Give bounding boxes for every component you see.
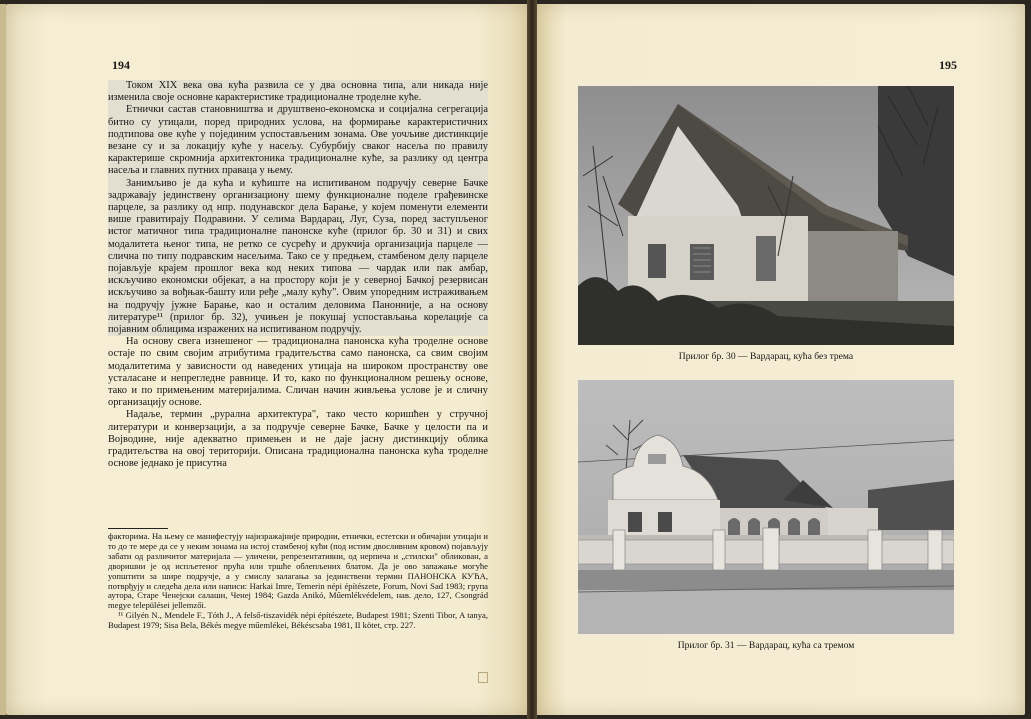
paragraph: На основу свега изнешеног — традиционална панонска кућа троделне основе остаје по свим својим атрибутима градитељства само панонска, са свим својим модалитетима у зависности од наведених утицаја на широком пространству ове усталасане и непрегледне равнице. И то, како по функционалном решењу основе, тако и по примењеним материјалима. Сличан начин живљења услове је и сличну организацију основе. — [108, 336, 488, 409]
paragraph: Занимљиво је да кућа и кућиште на испитиваном подручју северне Бачке задржавају јединствену организациону шему функционалне поделе грађевинске парцеле, за разлику од нпр. подунавског дела Барање, у којем поменути елементи више гравитирају Подравини. У селима Вардарац, Луг, Суза, поред заступљеног истог матичног типа традиционалне панонске куће (прилог бр. 30 и 31) и свих модалитета њеног типа, не ретко се сусрећу и друкчија организација парцеле — слична по типу подравским насељима. Тако се у предњем, стамбеном делу парцеле појављује крајем прошлог века код неких типова — чардак или пак амбар, искључиво економски објекат, а на простору који је у северној Бачкој резервисан искључиво за вођњак-башту или ређе „малу кућу". Овим упоредним истраживањем на подручју јужне Барање, као и осталим деловима Панонније, а на основу литературе¹¹ (прилог бр. 32), учињен је покушај успостављања корелације са појавним облицима изражених на испитиваном подручју. — [108, 177, 488, 336]
photo-house-with-porch — [578, 380, 954, 634]
page-number-left: 194 — [112, 58, 130, 72]
figure-caption: Прилог бр. 30 — Вардарац, кућа без трема — [678, 351, 854, 362]
body-text — [108, 80, 488, 471]
footnote-rule — [108, 528, 168, 529]
page-number-right: 195 — [939, 58, 957, 72]
footnote: ¹¹ Gilyén N., Mendele F., Tóth J., A felső-tiszavidék népi építészete, Budapest 1981; Szenti Tibor, A tanya, Budapest 1979; Sisa Bela, Békés megye műemlékei, Békéscsaba 1981, II kötet, стр. 227. — [108, 610, 488, 631]
paragraph: Етнички састав становништва и друштвено-економска и социјална сегрегација битно су утицали, поред природних услова, на формирање карактеристичних подтипова ове куће у појединим успостављеним зонама. Ове уочљиве дистинкције везане су и за локацију куће у насељу. Субурбију сваког насеља по правилу карактерише скромнија архитектоника традиционалне куће, за разлику од центра насеља и главних путних праваца у њему. — [108, 104, 488, 177]
paragraph: Надаље, термин „рурална архитектура", тако често коришћен у стручној литератури и конверзацији, а за подручје северне Бачке, Бачке у целости па и Војводине, није адекватно примењен и не даје јасну дистинкцију облика градитељства на овој територији. Описана традиционална панонска кућа троделне основе једнако је присутна — [108, 409, 488, 470]
figure-caption: Прилог бр. 31 — Вардарац, кућа са тремом — [677, 640, 855, 651]
library-stamp-mark — [478, 672, 488, 683]
footnotes — [108, 532, 488, 631]
footnote: факторима. На њему се манифестују најизражајније природни, етнички, естетски и обичајни утицаји и то до те мере да се у неким зонама на истој стамбеној кући (под истим двосливним кровом) појављују забати од различитог материјала — уличени, репрезентативни, од нерпича и „стилски" обликован, а дворишни је од испљетеног прућа или тршће облепљених блатом. Да је ово запажање могуће уопштити за шире подручје, а у смислу залагања за јединствени термин ПАНОНСКА КУЋА, потврђују и следећа дела или написи: Harkai Imre, Temerin népi építészete, Forum, Novi Sad 1983; група аутора, Старе Ченејски салаши, Ченеј 1984; Gazda Anikó, Műemlékvédelem, нав. дело, 127, Csongrád megye települései jellemzői. — [108, 531, 488, 611]
paragraph: Током XIX века ова кућа развила се у два основна типа, али никада није изменила своје основне карактеристике традиционалне троделне кућe. — [108, 80, 488, 104]
photo-house-without-porch — [578, 86, 954, 345]
book-gutter — [527, 0, 537, 719]
